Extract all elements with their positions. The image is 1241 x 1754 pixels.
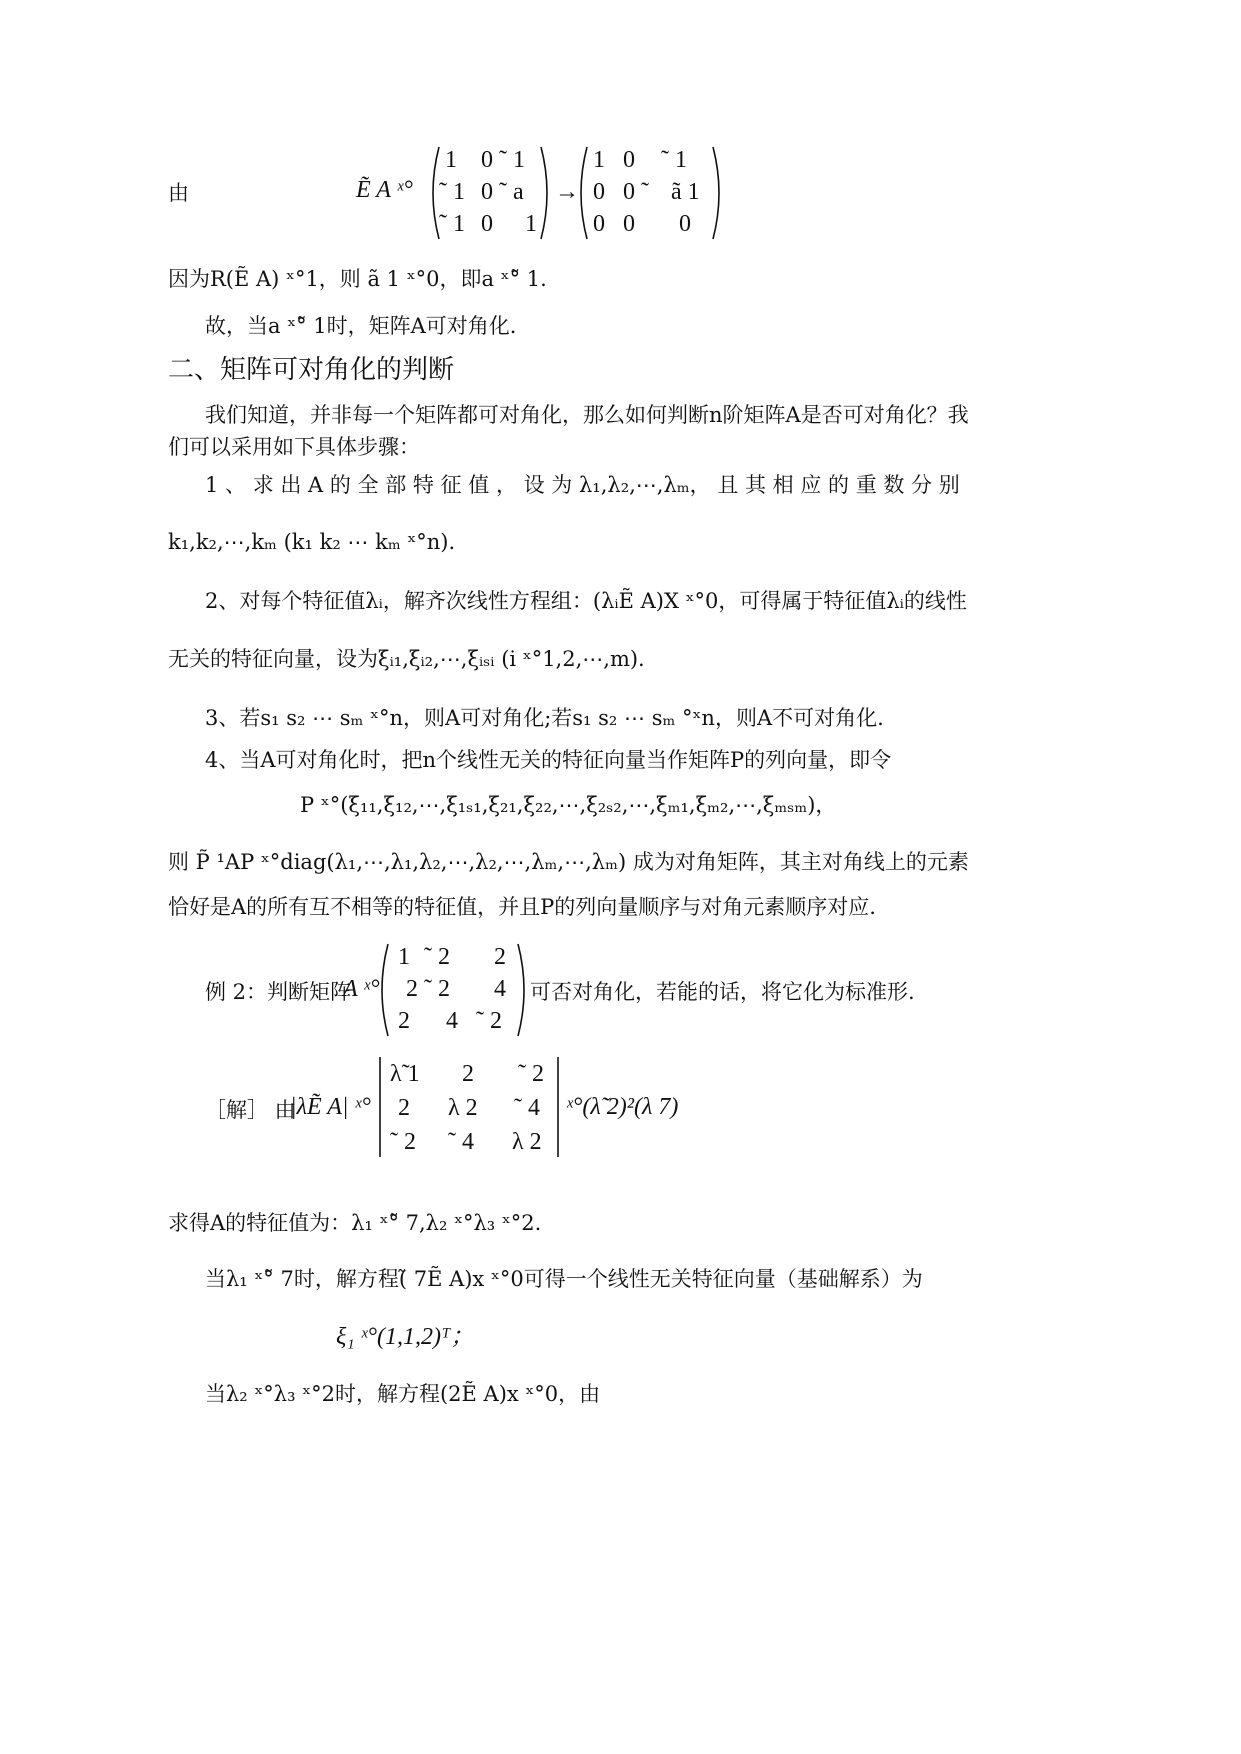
P-definition: P ˣ°(ξ₁₁,ξ₁₂,⋯,ξ₁ₛ₁,ξ₂₁,ξ₂₂,⋯,ξ₂ₛ₂,⋯,ξₘ₁,ξₘ₂,⋯,ξₘₛₘ)， [300,793,837,817]
bracket-right-a [541,147,547,239]
ex2-bracket-left [382,944,388,1036]
matA-r3c: 1 [525,211,537,237]
matA-r1: 1 [445,147,457,173]
step3-line: 3、若s₁ s₂ ⋯ sₘ ˣ°n，则A可对角化;若s₁ s₂ ⋯ sₘ °ˣn，则A不可对角化. [205,706,884,730]
ex2-r3c1: 2 [398,1008,410,1034]
solution-determinant [378,1055,568,1159]
para1-line1: 我们知道，并非每一个矩阵都可对角化，那么如何判断n阶矩阵A是否可对角化？我 [205,403,969,427]
det-r2c2: λ 2 [448,1095,478,1121]
matB-r3b: 0 [623,211,635,237]
ex2-r2c1: 2 [406,976,418,1002]
bracket-left-b [581,147,587,239]
matrix-reduction [425,143,725,243]
ex2-r3c3: ˜ 2 [476,1008,502,1034]
example2-suffix: 可否对角化，若能的话，将它化为标准形. [530,980,915,1004]
det-r2c1: 2 [398,1095,410,1121]
matB-r2c: ã 1 [671,179,700,205]
example2-prefix: 例 2：判断矩阵 [205,980,352,1004]
det-r1c1: λ̃ 1 [390,1061,420,1087]
matA-r3b: 0 [481,211,493,237]
det-r3c1: ˜ 2 [390,1129,416,1155]
ex2-bracket-right [518,944,524,1036]
ex2-r2c2: ˜ 2 [424,976,450,1002]
step2-line1: 2、对每个特征值λᵢ，解齐次线性方程组：(λᵢẼ A)X ˣ°0，可得属于特征值λᵢ的线性 [205,589,967,613]
case2-line: 当λ₂ ˣ°λ₃ ˣ°2时，解方程(2Ẽ A)x ˣ°0，由 [205,1382,601,1406]
para1-line2: 们可以采用如下具体步骤： [168,435,420,459]
reduction-arrow: → [555,179,579,205]
step2-line2: 无关的特征向量，设为ξᵢ₁,ξᵢ₂,⋯,ξᵢₛᵢ (i ˣ°1,2,⋯,m). [168,647,645,671]
matB-r3c: 0 [679,211,691,237]
step1-line2: k₁,k₂,⋯,kₘ (k₁ k₂ ⋯ kₘ ˣ°n). [168,530,456,554]
matB-r2b: 0 ˜ [623,179,649,205]
step1-line1: 1 、 求 出 A 的 全 部 特 征 值 ， 设 为 λ₁,λ₂,⋯,λₘ， 且 其 相 应 的 重 数 分 别 [205,473,960,497]
example2-matrix [376,940,531,1040]
matA-r2b: 0 ˜ a [481,179,524,205]
matB-r3a: 0 [593,211,605,237]
example2-A: A ˣ° [343,976,380,1002]
solution-det-lhs: |λẼ A| ˣ° [290,1094,371,1120]
solution-det-rhs: ˣ°(λ̃ 2)²(λ 7) [566,1094,679,1120]
det-r1c3: ˜ 2 [518,1061,544,1087]
ex2-r1c1: 1 [398,944,410,970]
step4-line: 4、当A可对角化时，把n个线性无关的特征向量当作矩阵P的列向量，即令 [205,748,892,772]
section-title: 二、矩阵可对角化的判断 [168,355,455,385]
matB-r2a: 0 [593,179,605,205]
matB-r1b: 0 [623,147,635,173]
matA-r1b: 0 ˜ 1 [481,147,525,173]
case1-vector: ξ₁ ˣ°(1,1,2)ᵀ； [336,1324,475,1350]
diag-line2: 恰好是A的所有互不相等的特征值，并且P的列向量顺序与对角元素顺序对应. [168,895,876,919]
line1-prefix: 由 [168,181,189,205]
bracket-right-b [713,147,719,239]
matA-r3: ˜ 1 [439,211,465,237]
line1-lhs: Ẽ A ˣ° [356,177,413,203]
matB-r1c: ˜ 1 [661,147,687,173]
det-r3c2: ˜ 4 [448,1129,474,1155]
det-r2c3: ˜ 4 [514,1095,540,1121]
matA-r2: ˜ 1 [439,179,465,205]
case1-line: 当λ₁ ˣ°̃ 7时，解方程(̃ 7Ẽ A)x ˣ°0可得一个线性无关特征向量（基础解系）为 [205,1267,923,1291]
diag-line1: 则 P̃ ¹AP ˣ°diag(λ₁,⋯,λ₁,λ₂,⋯,λ₂,⋯,λₘ,⋯,λₘ) 成为对角矩阵，其主对角线上的元素 [168,850,969,874]
matB-r1a: 1 [593,147,605,173]
ex2-r1c3: 2 [494,944,506,970]
eigenvalues-line: 求得A的特征值为：λ₁ ˣ°̃ 7,λ₂ ˣ°λ₃ ˣ°2. [168,1211,542,1235]
det-r1c2: 2 [462,1061,474,1087]
det-r3c3: λ 2 [512,1129,542,1155]
rank-condition-line: 因为R(Ẽ A) ˣ°1，则 ã 1 ˣ°0，即a ˣ°̃ 1. [168,267,547,291]
ex2-r3c2: 4 [446,1008,458,1034]
ex2-r2c3: 4 [494,976,506,1002]
conclusion-line: 故，当a ˣ°̃ 1时，矩阵A可对角化. [205,314,517,338]
ex2-r1c2: ˜ 2 [424,944,450,970]
solution-prefix: ［解］ 由 [205,1098,296,1122]
